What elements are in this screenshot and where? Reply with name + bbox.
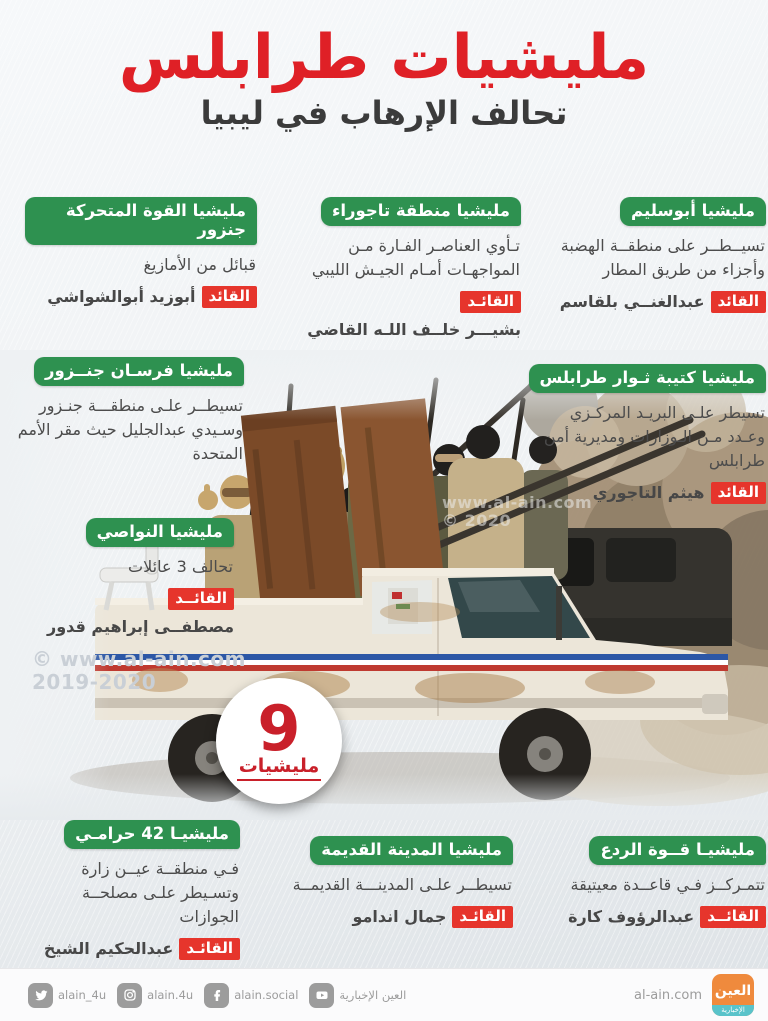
militia-name-badge: مليشيا منطقة تاجوراء [321,197,521,226]
militia-name-badge: مليشيا المدينة القديمة [310,836,513,865]
twitter-icon [28,983,53,1008]
social-item-instagram[interactable] [117,983,193,1008]
site-url: al-ain.com [634,987,702,1003]
leader-name: مصطفــى إبراهيم قدور [46,617,234,636]
leader-label-badge: القائــد [700,906,766,928]
militia-description: فـي منطقــة عيــن زارة وتسـيطر علـى مصلحــة الجوازات [81,859,239,926]
militia-description: تسيطــر علـى منطقـــة جنـزور وسـيدي عبدالجليل حيث مقر الأمم المتحدة [17,396,243,463]
leader-label-badge: القائـد [452,906,513,928]
leader-name: بشيـــر خلــف اللـه القاضي [307,320,521,339]
militia-leader-row [540,291,766,313]
instagram-handle: alain.4u [147,988,194,1002]
leader-name: عبدالرؤوف كارة [568,907,695,926]
leader-name: عبدالغنــي بلقاسم [559,292,705,311]
leader-name: عبدالحكيم الشيخ [43,939,174,958]
alain-logo[interactable] [712,974,754,1016]
militia-name-badge: مليشيا أبوسليم [620,197,766,226]
header [0,22,768,133]
militia-card-knights-janzour [16,357,244,466]
militia-card-42-harami [20,820,240,960]
youtube-handle: العين الإخبارية [339,988,407,1002]
alain-logo-sub: الإخبارية [712,1005,754,1016]
leader-label-badge: القائـد [179,938,240,960]
militia-card-nawasi [16,518,234,638]
leader-label-badge: القائـد [460,291,521,313]
militia-description: تسيطــر علـى المدينـــة القديمــة [292,875,512,894]
militia-name-badge: مليشيا النواصي [86,518,234,547]
militia-name-badge: مليشيـا 42 حرامـي [64,820,240,849]
watermark-line: 2019-2020 [32,670,157,694]
militia-name-badge: مليشيـا قــوة الردع [589,836,766,865]
watermark-line: www.al-ain.com [442,493,593,512]
instagram-icon [117,983,142,1008]
militia-leader-row [528,482,766,504]
page-title: مليشيات طرابلس [118,22,650,93]
militia-description: تـأوي العناصـر الفـارة مـن المواجهـات أمـام الجيـش الليبي [311,236,520,279]
social-item-facebook[interactable] [204,983,298,1008]
militia-leader-row [20,938,240,960]
militia-card-mobile-force-janzour [25,197,257,308]
militia-leader-row [283,291,521,341]
watermark-left [32,648,246,694]
militia-name-badge: مليشيا كتيبة ثـوار طرابلس [529,364,767,393]
leader-label-badge: القائد [711,291,767,313]
social-links [28,983,406,1008]
militia-leader-row [16,588,234,638]
page-subtitle: تحالف الإرهاب في ليبيا [200,94,568,133]
leader-name: جمال اندامو [352,907,447,926]
militia-card-tripoli-revolutionaries [528,364,766,504]
footer [0,968,768,1021]
militia-description: قبائل من الأمازيغ [143,255,256,274]
militia-leader-row [288,906,513,928]
watermark-line: © www.al-ain.com [32,647,246,671]
militia-count-label: مليشيات [237,755,322,781]
youtube-icon [309,983,334,1008]
leader-name: أبوزيد أبوالشواشي [47,287,196,306]
militia-card-abu-salim [540,197,766,313]
militia-description: تتمـركــز فـي قاعــدة معيتيقة [570,875,765,894]
facebook-icon [204,983,229,1008]
leader-label-badge: القائــد [168,588,234,610]
militia-card-tajoura [283,197,521,341]
watermark-line: © 2020 [442,511,512,531]
alain-logo-main: العين [714,983,752,999]
militia-name-badge: مليشيا القوة المتحركة جنزور [25,197,257,245]
leader-name: هيثم التاجوري [592,483,705,502]
militia-count-badge [216,678,342,804]
twitter-handle: alain_4u [58,988,107,1002]
militia-description: تسيطر علـى البريـد المركـزي وعـدد مـن الـوزارات ومديرية أمن طرابلس [543,403,765,470]
militia-name-badge: مليشيا فرسـان جنــزور [34,357,244,386]
footer-brand [634,974,754,1016]
militia-description: تحالف 3 عائلات [128,557,233,576]
militia-leader-row [25,286,257,308]
militia-leader-row [542,906,766,928]
militia-card-special-deterrence [542,836,766,928]
social-item-youtube[interactable] [309,983,406,1008]
leader-label-badge: القائد [202,286,258,308]
leader-label-badge: القائد [711,482,767,504]
social-item-twitter[interactable] [28,983,106,1008]
militia-count-number: 9 [257,692,301,766]
facebook-handle: alain.social [234,988,299,1002]
militia-card-old-city [288,836,513,928]
militia-description: تسيــطــر على منطقــة الهضبة وأجزاء من طريق المطار [560,236,765,279]
